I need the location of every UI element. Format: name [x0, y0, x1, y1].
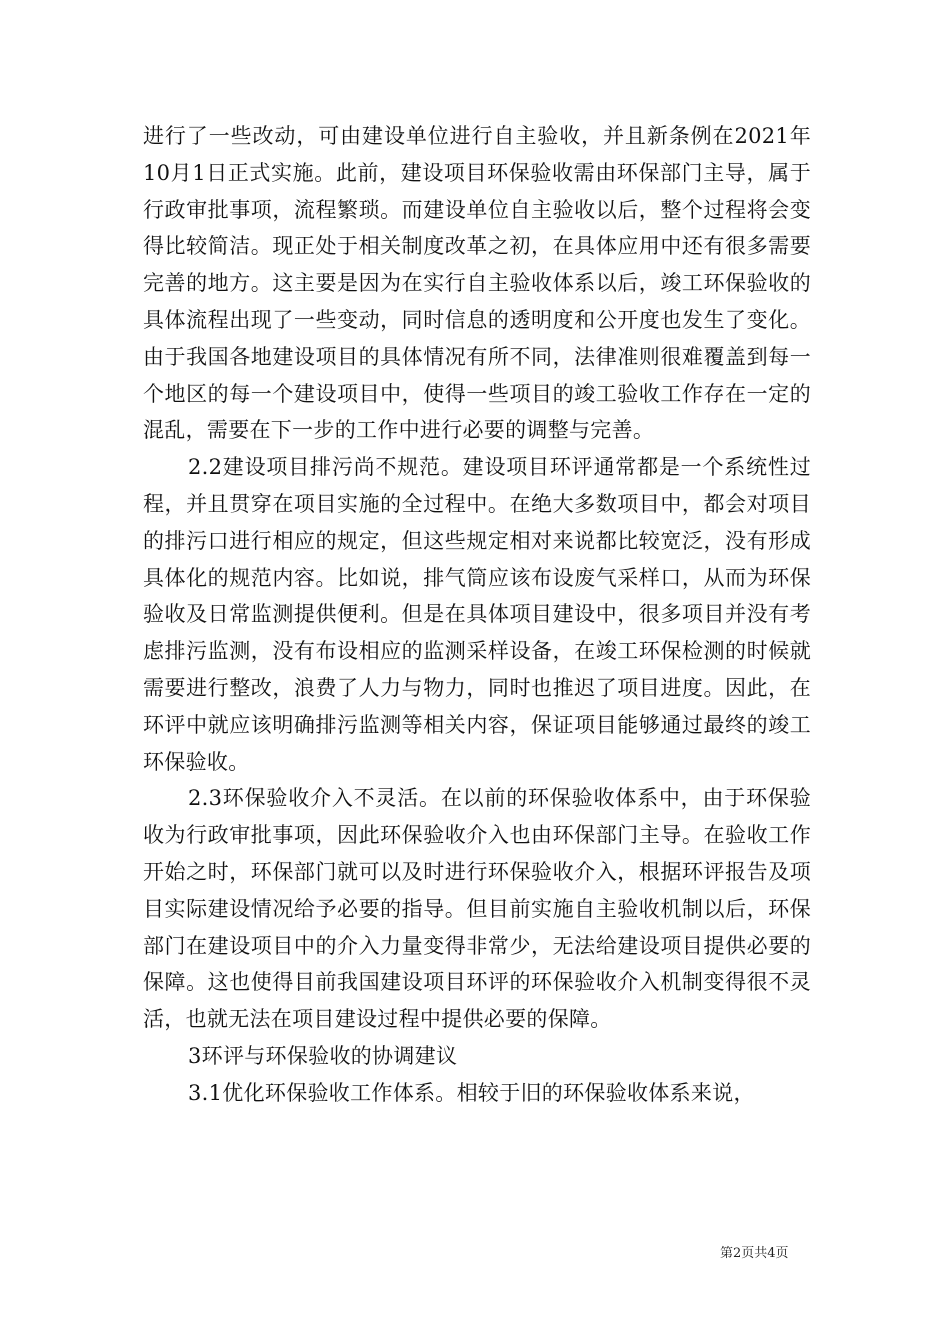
- document-body: [143, 118, 811, 1112]
- page-number-footer: 第2页共4页: [720, 1246, 789, 1261]
- paragraph-section-3-1: 3.1优化环保验收工作体系。相较于旧的环保验收体系来说，: [188, 1080, 755, 1105]
- paragraph-continuation: 进行了一些改动，可由建设单位进行自主验收，并且新条例在2021年10月1日正式实施。此前，建设项目环保验收需由环保部门主导，属于行政审批事项，流程繁琐。而建设单位自主验收以后，整个过程将会变得比较简洁。现正处于相关制度改革之初，在具体应用中还有很多需要完善的地方。这主要是因为在实行自主验收体系以后，竣工环保验收的具体流程出现了一些变动，同时信息的透明度和公开度也发生了变化。由于我国各地建设项目的具体情况有所不同，法律准则很难覆盖到每一个地区的每一个建设项目中，使得一些项目的竣工验收工作存在一定的混乱，需要在下一步的工作中进行必要的调整与完善。: [143, 124, 811, 443]
- paragraph-section-2-2: 2.2建设项目排污尚不规范。建设项目环评通常都是一个系统性过程，并且贯穿在项目实施的全过程中。在绝大多数项目中，都会对项目的排污口进行相应的规定，但这些规定相对来说都比较宽泛，没有形成具体化的规范内容。比如说，排气筒应该布设废气采样口，从而为环保验收及日常监测提供便利。但是在具体项目建设中，很多项目并没有考虑排污监测，没有布设相应的监测采样设备，在竣工环保检测的时候就需要进行整改，浪费了人力与物力，同时也推迟了项目进度。因此，在环评中就应该明确排污监测等相关内容，保证项目能够通过最终的竣工环保验收。: [143, 455, 811, 774]
- paragraph-section-2-3: 2.3环保验收介入不灵活。在以前的环保验收体系中，由于环保验收为行政审批事项，因此环保验收介入也由环保部门主导。在验收工作开始之时，环保部门就可以及时进行环保验收介入，根据环评报告及项目实际建设情况给予必要的指导。但目前实施自主验收机制以后，环保部门在建设项目中的介入力量变得非常少，无法给建设项目提供必要的保障。这也使得目前我国建设项目环评的环保验收介入机制变得很不灵活，也就无法在项目建设过程中提供必要的保障。: [143, 786, 811, 1032]
- section-heading-3: 3环评与环保验收的协调建议: [188, 1043, 458, 1068]
